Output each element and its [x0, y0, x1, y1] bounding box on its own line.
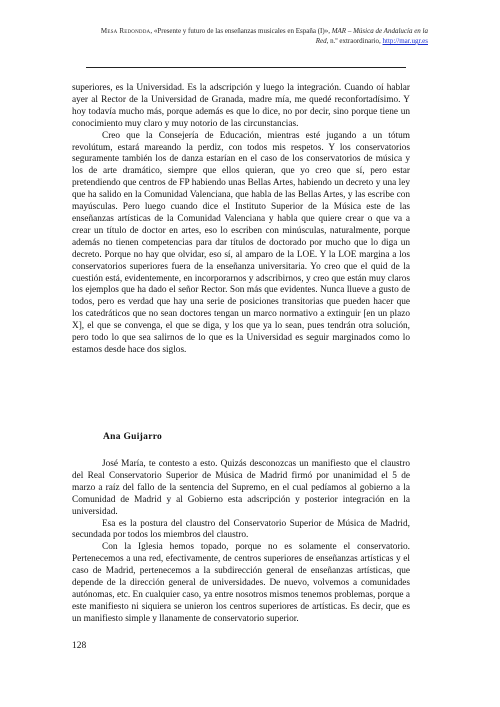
- body-text-bottom: [72, 459, 410, 626]
- speaker-name: Ana Guijarro: [103, 432, 163, 442]
- header-title: , «Presente y futuro de las enseñanzas musicales en España (I)»,: [150, 27, 332, 35]
- page-number: 128: [72, 641, 87, 651]
- paragraph: Esa es la postura del claustro del Conservatorio Superior de Música de Madrid, secundada por todos los miembros del claustro.: [72, 518, 410, 541]
- header-journal: MAR – Música de Andalucía en la Red: [315, 27, 428, 45]
- paragraph: José María, te contesto a esto. Quizás desconozcas un manifiesto que el claustro del Real Conservatorio Superior de Música de Madrid firmó por unanimidad el 5 de marzo a raíz del fallo de la sentencia del Supremo, en el cual pedíamos al gobierno a la Comunidad de Madrid y al Gobierno esta adscripción y posterior integración en la universidad.: [72, 459, 410, 517]
- paragraph: superiores, es la Universidad. Es la adscripción y luego la integración. Cuando oí hablar ayer al Rector de la Universidad de Granada, madre mía, me quedé reconfortadísimo. Y hoy todavía mucho más, porque además es que lo dice, no por decir, sino porque tiene un conocimiento muy claro y muy notorio de las circunstancias.: [72, 83, 410, 129]
- header-divider: [86, 67, 406, 68]
- header-author: Mesa Redondda: [100, 27, 151, 35]
- paragraph: Con la Iglesia hemos topado, porque no es solamente el conservatorio. Pertenecemos a una red, efectivamente, de centros superiores de enseñanzas artísticas y el caso de Madrid, pertenecemos a la subdirección general de enseñanzas artísticas, que depende de la dirección general de universidades. De nuevo, volvemos a comunidades autónomas, etc. En cualquier caso, ya entre nosotros mismos tenemos problemas, porque a este manifiesto ni siquiera se unieron los centros superiores de artísticas. Es decir, que es un manifiesto simple y llanamente de conservatorio superior.: [72, 542, 410, 624]
- paragraph: Creo que la Consejería de Educación, mientras esté jugando a un tótum revolútum, estará mareando la perdiz, con todos mis respetos. Y los conservatorios seguramente también los de danza estarían en el caso de los conservatorios de música y los de arte dramático, siempre que ellos quieran, que yo creo que sí, pero estar pretendiendo que centros de FP habiendo unas Bellas Artes, habiendo un decreto y una ley que ha salido en la Comunidad Valenciana, que habla de las Bellas Artes, y las escribe con mayúsculas. Pero luego cuando dice el Instituto Superior de la Música este de las enseñanzas artísticas de la Comunidad Valenciana y habla que quiere crear o que va a crear un título de doctor en artes, eso lo escriben con minúsculas, naturalmente, porque además no tienen competencias para dar títulos de doctorado por mucho que lo diga un decreto. Porque no hay que olvidar, eso sí, al amparo de la LOE. Y la LOE margina a los conservatorios superiores fuera de la enseñanza universitaria. Yo creo que el quid de la cuestión está, evidentemente, en incorporarnos y adscribirnos, y creo que están muy claros los ejemplos que ha dado el señor Rector. Son más que evidentes. Nunca llueve a gusto de todos, pero es verdad que hay una serie de posiciones transitorias que pueden hacer que los catedráticos que no sean doctores tengan un marco normativo a extinguir [en un plazo X], el que se convenga, el que se diga, y los que ya lo sean, pues tendrán otra solución, pero todo lo que sea salirnos de lo que es la Universidad es seguir marginados como lo estamos desde hace dos siglos.: [72, 130, 410, 355]
- header-issue: , n.º extraordinario,: [326, 37, 383, 45]
- running-header: [88, 26, 428, 46]
- body-text-top: [72, 83, 410, 357]
- header-link[interactable]: http://mar.ugr.es: [382, 37, 428, 45]
